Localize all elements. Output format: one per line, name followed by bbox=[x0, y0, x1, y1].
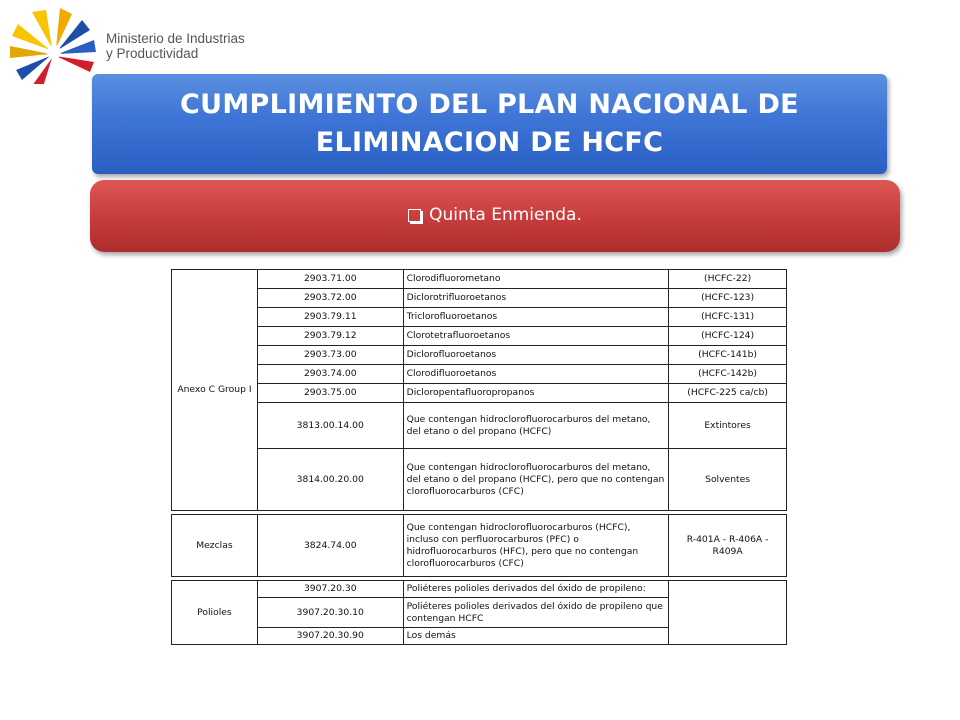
code-cell: 3907.20.30.90 bbox=[257, 628, 403, 645]
description-cell: Triclorofluoroetanos bbox=[403, 308, 669, 327]
table-row bbox=[172, 270, 787, 289]
ministry-logo bbox=[6, 4, 266, 84]
page-title bbox=[180, 86, 799, 162]
description-cell: Poliéteres polioles derivados del óxido de propileno: bbox=[403, 581, 669, 598]
description-cell: Que contengan hidroclorofluorocarburos del metano, del etano o del propano (HCFC) bbox=[403, 403, 669, 449]
table-row bbox=[172, 289, 787, 308]
type-cell: (HCFC-141b) bbox=[669, 346, 787, 365]
hcfc-table bbox=[171, 269, 787, 645]
table-row bbox=[172, 449, 787, 511]
type-cell: (HCFC-225 ca/cb) bbox=[669, 384, 787, 403]
type-cell: (HCFC-131) bbox=[669, 308, 787, 327]
checkbox-bullet-icon bbox=[408, 209, 421, 222]
group-label: Mezclas bbox=[172, 515, 258, 577]
description-cell: Los demás bbox=[403, 628, 669, 645]
ministry-emblem-icon bbox=[6, 4, 102, 84]
type-cell bbox=[669, 581, 787, 645]
type-cell: (HCFC-22) bbox=[669, 270, 787, 289]
table-row bbox=[172, 365, 787, 384]
table-row bbox=[172, 308, 787, 327]
subtitle-banner bbox=[90, 180, 900, 252]
title-line2: ELIMINACION DE HCFC bbox=[315, 127, 664, 158]
code-cell: 2903.71.00 bbox=[257, 270, 403, 289]
description-cell: Diclorofluoroetanos bbox=[403, 346, 669, 365]
type-cell: Extintores bbox=[669, 403, 787, 449]
code-cell: 2903.74.00 bbox=[257, 365, 403, 384]
logo-text-line2: y Productividad bbox=[106, 46, 199, 61]
description-cell: Poliéteres polioles derivados del óxido de propileno que contengan HCFC bbox=[403, 598, 669, 628]
type-cell: (HCFC-142b) bbox=[669, 365, 787, 384]
table-row bbox=[172, 403, 787, 449]
type-cell: (HCFC-124) bbox=[669, 327, 787, 346]
code-cell: 3907.20.30 bbox=[257, 581, 403, 598]
code-cell: 2903.79.12 bbox=[257, 327, 403, 346]
description-cell: Diclorotrifluoroetanos bbox=[403, 289, 669, 308]
description-cell: Que contengan hidroclorofluorocarburos (HCFC), incluso con perfluorocarburos (PFC) o hidrofluorocarburos (HFC), pero que no contengan clorofluorocarburos (CFC) bbox=[403, 515, 669, 577]
description-cell: Clorodifluoroetanos bbox=[403, 365, 669, 384]
type-cell: R-401A - R-406A - R409A bbox=[669, 515, 787, 577]
description-cell: Clorodifluorometano bbox=[403, 270, 669, 289]
subtitle-text: Quinta Enmienda. bbox=[429, 205, 582, 225]
code-cell: 2903.75.00 bbox=[257, 384, 403, 403]
table-row bbox=[172, 515, 787, 577]
group-label: Anexo C Group I bbox=[172, 270, 258, 511]
code-cell: 3907.20.30.10 bbox=[257, 598, 403, 628]
title-banner bbox=[92, 74, 887, 174]
code-cell: 2903.73.00 bbox=[257, 346, 403, 365]
code-cell: 3814.00.20.00 bbox=[257, 449, 403, 511]
description-cell: Dicloropentafluoropropanos bbox=[403, 384, 669, 403]
description-cell: Clorotetrafluoroetanos bbox=[403, 327, 669, 346]
table-row bbox=[172, 384, 787, 403]
code-cell: 3824.74.00 bbox=[257, 515, 403, 577]
code-cell: 3813.00.14.00 bbox=[257, 403, 403, 449]
group-label: Polioles bbox=[172, 581, 258, 645]
type-cell: (HCFC-123) bbox=[669, 289, 787, 308]
code-cell: 2903.79.11 bbox=[257, 308, 403, 327]
title-line1: CUMPLIMIENTO DEL PLAN NACIONAL DE bbox=[180, 89, 799, 120]
table-row bbox=[172, 327, 787, 346]
type-cell: Solventes bbox=[669, 449, 787, 511]
bullet-item bbox=[408, 205, 582, 225]
logo-text-line1: Ministerio de Industrias bbox=[106, 31, 245, 46]
table-row bbox=[172, 581, 787, 598]
description-cell: Que contengan hidroclorofluorocarburos del metano, del etano o del propano (HCFC), pero que no contengan clorofluorocarburos (CFC) bbox=[403, 449, 669, 511]
table-row bbox=[172, 346, 787, 365]
code-cell: 2903.72.00 bbox=[257, 289, 403, 308]
